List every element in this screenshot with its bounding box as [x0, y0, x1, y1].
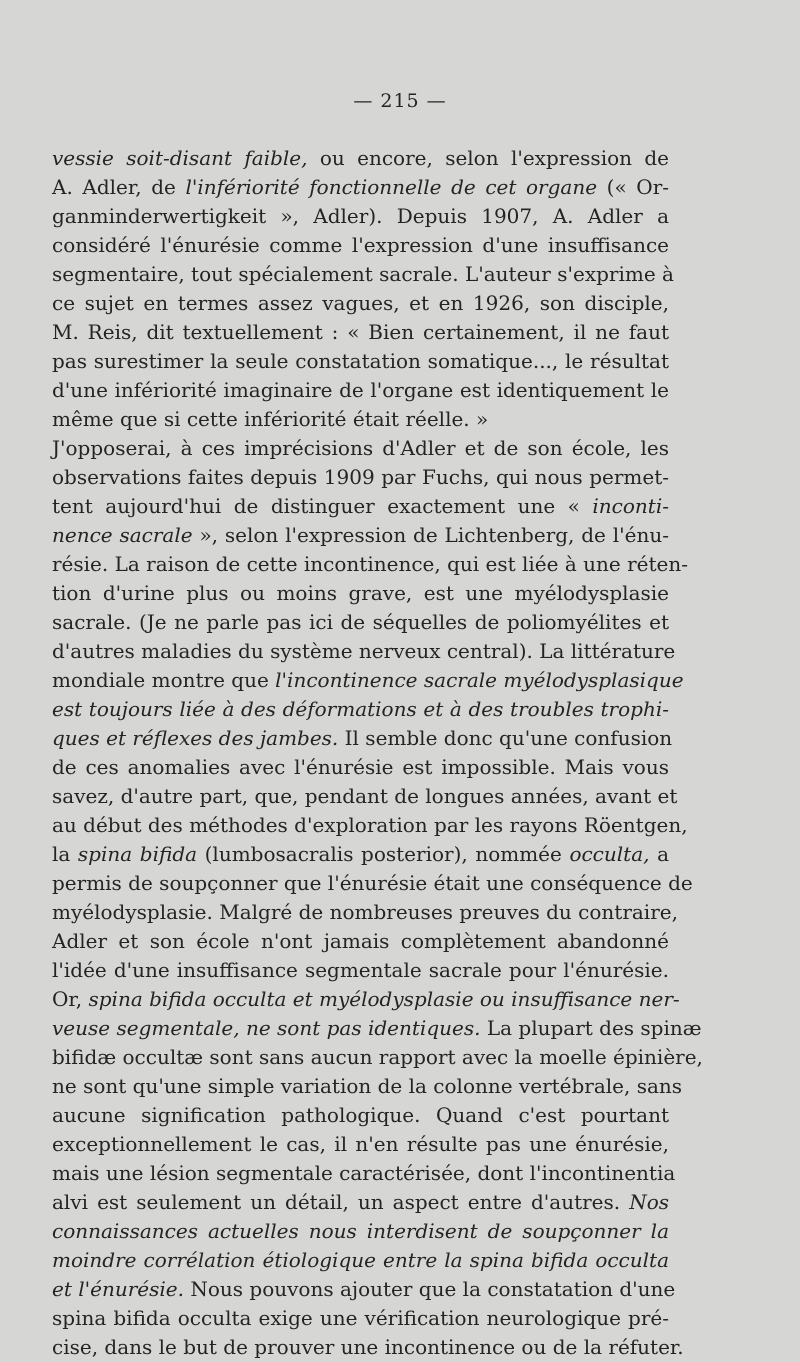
text-segment: savez, d'autre part, que, pendant de longues années, avant et	[52, 784, 678, 808]
text-line	[52, 579, 669, 608]
text-line	[52, 1130, 669, 1159]
italic-segment: inconti-	[592, 494, 669, 518]
text-line	[52, 202, 669, 231]
text-line	[52, 318, 669, 347]
text-line	[52, 782, 678, 811]
italic-segment: spina bifida occulta et myélodysplasie ou insuffisance ner-	[88, 987, 680, 1011]
text-segment: la	[52, 842, 78, 866]
text-line	[52, 550, 688, 579]
text-segment: aucune signification pathologique. Quand c'est pourtant	[52, 1103, 669, 1127]
text-line	[52, 521, 669, 550]
text-line	[52, 637, 676, 666]
text-line	[52, 840, 669, 869]
text-line	[52, 985, 680, 1014]
text-segment: ou encore, selon l'expression de	[307, 146, 669, 170]
text-line	[52, 724, 673, 753]
text-line	[52, 463, 669, 492]
text-line	[52, 260, 674, 289]
text-line	[52, 1072, 683, 1101]
text-segment: Il semble donc qu'une confusion	[338, 726, 673, 750]
text-segment: segmentaire, tout spécialement sacrale. L'auteur s'exprime à	[52, 262, 674, 286]
text-line	[52, 1014, 702, 1043]
text-line	[52, 1275, 676, 1304]
italic-segment: vessie soit-disant faible,	[52, 146, 308, 170]
text-segment: », selon l'expression de Lichtenberg, de l'énu-	[192, 523, 669, 547]
italic-segment: est toujours liée à des déformations et à des troubles trophi-	[52, 697, 669, 721]
text-segment: a	[649, 842, 669, 866]
text-line	[52, 811, 688, 840]
text-line	[52, 1333, 684, 1362]
text-segment: La plupart des spinæ	[480, 1016, 702, 1040]
text-segment: d'autres maladies du système nerveux central). La littérature	[52, 639, 676, 663]
text-line	[52, 927, 669, 956]
text-line	[52, 231, 669, 260]
text-segment: Adler et son école n'ont jamais complètement abandonné	[52, 929, 669, 953]
text-line	[52, 695, 669, 724]
text-segment: ne sont qu'une simple variation de la colonne vertébrale, sans	[52, 1074, 683, 1098]
text-segment: spina bifida occulta exige une vérification neurologique pré-	[52, 1306, 669, 1330]
text-segment: Or,	[52, 987, 89, 1011]
text-line	[52, 1217, 669, 1246]
italic-segment: l'infériorité fonctionnelle de cet organe	[185, 175, 598, 199]
text-segment: résie. La raison de cette incontinence, qui est liée à une réten-	[52, 552, 688, 576]
text-line	[52, 376, 669, 405]
italic-segment: connaissances actuelles nous interdisent de soupçonner la	[52, 1219, 669, 1243]
text-segment: observations faites depuis 1909 par Fuchs, qui nous permet-	[52, 465, 669, 489]
text-segment: tent aujourd'hui de distinguer exactement une «	[52, 494, 593, 518]
text-segment: mondiale montre que	[52, 668, 276, 692]
italic-segment: nence sacrale	[52, 523, 193, 547]
italic-segment: spina bifida	[77, 842, 198, 866]
text-line	[52, 956, 669, 985]
text-line	[52, 434, 669, 463]
italic-segment: ques et réflexes des jambes.	[52, 726, 339, 750]
text-segment: même que si cette infériorité était réelle. »	[52, 407, 489, 431]
text-segment: ganminderwertigkeit », Adler). Depuis 1907, A. Adler a	[52, 204, 669, 228]
text-segment: mais une lésion segmentale caractérisée, dont l'incontinentia	[52, 1161, 676, 1185]
text-line	[52, 869, 693, 898]
text-segment: d'une infériorité imaginaire de l'organe est identiquement le	[52, 378, 669, 402]
text-segment: cise, dans le but de prouver une incontinence ou de la réfuter.	[52, 1335, 684, 1359]
text-segment: J'opposerai, à ces imprécisions d'Adler et de son école, les	[52, 436, 669, 460]
text-line	[52, 405, 669, 434]
body-text	[52, 144, 703, 1362]
text-segment: A. Adler, de	[52, 175, 186, 199]
text-segment: alvi est seulement un détail, un aspect entre d'autres.	[52, 1190, 630, 1214]
text-line	[52, 347, 669, 376]
text-segment: bifidæ occultæ sont sans aucun rapport avec la moelle épinière,	[52, 1045, 703, 1069]
italic-segment: l'incontinence sacrale myélodysplasique	[275, 668, 684, 692]
text-segment: ce sujet en termes assez vagues, et en 1926, son disciple,	[52, 291, 669, 315]
text-segment: permis de soupçonner que l'énurésie était une conséquence de	[52, 871, 693, 895]
text-segment: myélodysplasie. Malgré de nombreuses preuves du contraire,	[52, 900, 678, 924]
text-line	[52, 1159, 676, 1188]
text-line	[52, 173, 669, 202]
text-segment: exceptionnellement le cas, il n'en résulte pas une énurésie,	[52, 1132, 669, 1156]
text-line	[52, 1101, 669, 1130]
text-segment: (lumbosacralis posterior), nommée	[197, 842, 570, 866]
text-segment: sacrale. (Je ne parle pas ici de séquelles de poliomyélites et	[52, 610, 669, 634]
text-segment: considéré l'énurésie comme l'expression d'une insuffisance	[52, 233, 669, 257]
italic-segment: Nos	[629, 1190, 669, 1214]
italic-segment: occulta,	[569, 842, 650, 866]
page-number: — 215 —	[353, 90, 447, 112]
text-line	[52, 666, 684, 695]
text-segment: pas surestimer la seule constatation somatique..., le résultat	[52, 349, 669, 373]
text-line	[52, 1246, 669, 1275]
text-segment: (« Or-	[597, 175, 670, 199]
text-line	[52, 492, 669, 521]
italic-segment: veuse segmentale, ne sont pas identiques.	[52, 1016, 481, 1040]
text-line	[52, 1188, 669, 1217]
text-line	[52, 1304, 669, 1333]
text-segment: tion d'urine plus ou moins grave, est une myélodysplasie	[52, 581, 669, 605]
text-line	[52, 608, 669, 637]
text-line	[52, 898, 678, 927]
text-line	[52, 289, 669, 318]
text-segment: l'idée d'une insuffisance segmentale sacrale pour l'énurésie.	[52, 958, 669, 982]
text-line	[52, 144, 669, 173]
text-segment: Nous pouvons ajouter que la constatation d'une	[183, 1277, 676, 1301]
text-segment: M. Reis, dit textuellement : « Bien certainement, il ne faut	[52, 320, 669, 344]
text-segment: de ces anomalies avec l'énurésie est impossible. Mais vous	[52, 755, 669, 779]
italic-segment: et l'énurésie.	[52, 1277, 184, 1301]
text-line	[52, 1043, 703, 1072]
text-segment: au début des méthodes d'exploration par les rayons Röentgen,	[52, 813, 688, 837]
italic-segment: moindre corrélation étiologique entre la spina bifida occulta	[52, 1248, 669, 1272]
text-line	[52, 753, 669, 782]
